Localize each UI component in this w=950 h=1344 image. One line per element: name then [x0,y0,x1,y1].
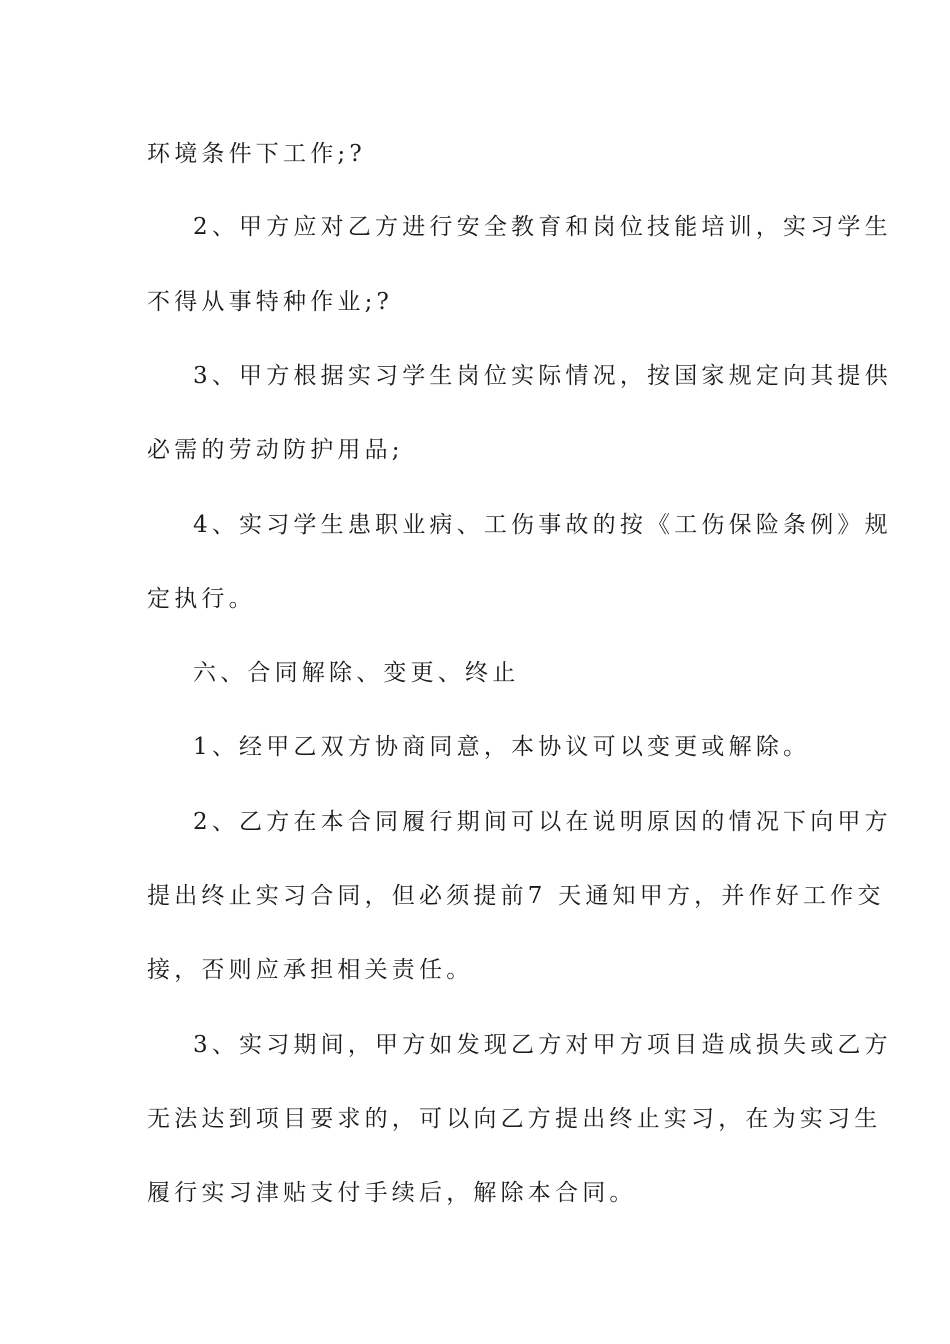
paragraph-line-1: 环境条件下工作;? [147,141,366,167]
paragraph-line-14: 无法达到项目要求的，可以向乙方提出终止实习，在为实习生 [147,1106,882,1132]
paragraph-line-15: 履行实习津贴支付手续后，解除本合同。 [147,1180,637,1206]
paragraph-line-9: 1、经甲乙双方协商同意，本协议可以变更或解除。 [193,734,811,760]
paragraph-line-10: 2、乙方在本合同履行期间可以在说明原因的情况下向甲方 [193,809,892,835]
paragraph-line-12: 接，否则应承担相关责任。 [147,957,474,983]
paragraph-line-5: 必需的劳动防护用品; [147,437,404,463]
section-heading: 六、合同解除、变更、终止 [193,660,520,686]
paragraph-line-3: 不得从事特种作业;? [147,289,394,315]
paragraph-line-13: 3、实习期间，甲方如发现乙方对甲方项目造成损失或乙方 [193,1032,892,1058]
paragraph-line-11: 提出终止实习合同，但必须提前7 天通知甲方，并作好工作交 [147,883,885,909]
paragraph-line-7: 定执行。 [147,586,256,612]
paragraph-line-2: 2、甲方应对乙方进行安全教育和岗位技能培训，实习学生 [193,214,892,240]
paragraph-line-6: 4、实习学生患职业病、工伤事故的按《工伤保险条例》规 [193,512,892,538]
paragraph-line-4: 3、甲方根据实习学生岗位实际情况，按国家规定向其提供 [193,363,892,389]
